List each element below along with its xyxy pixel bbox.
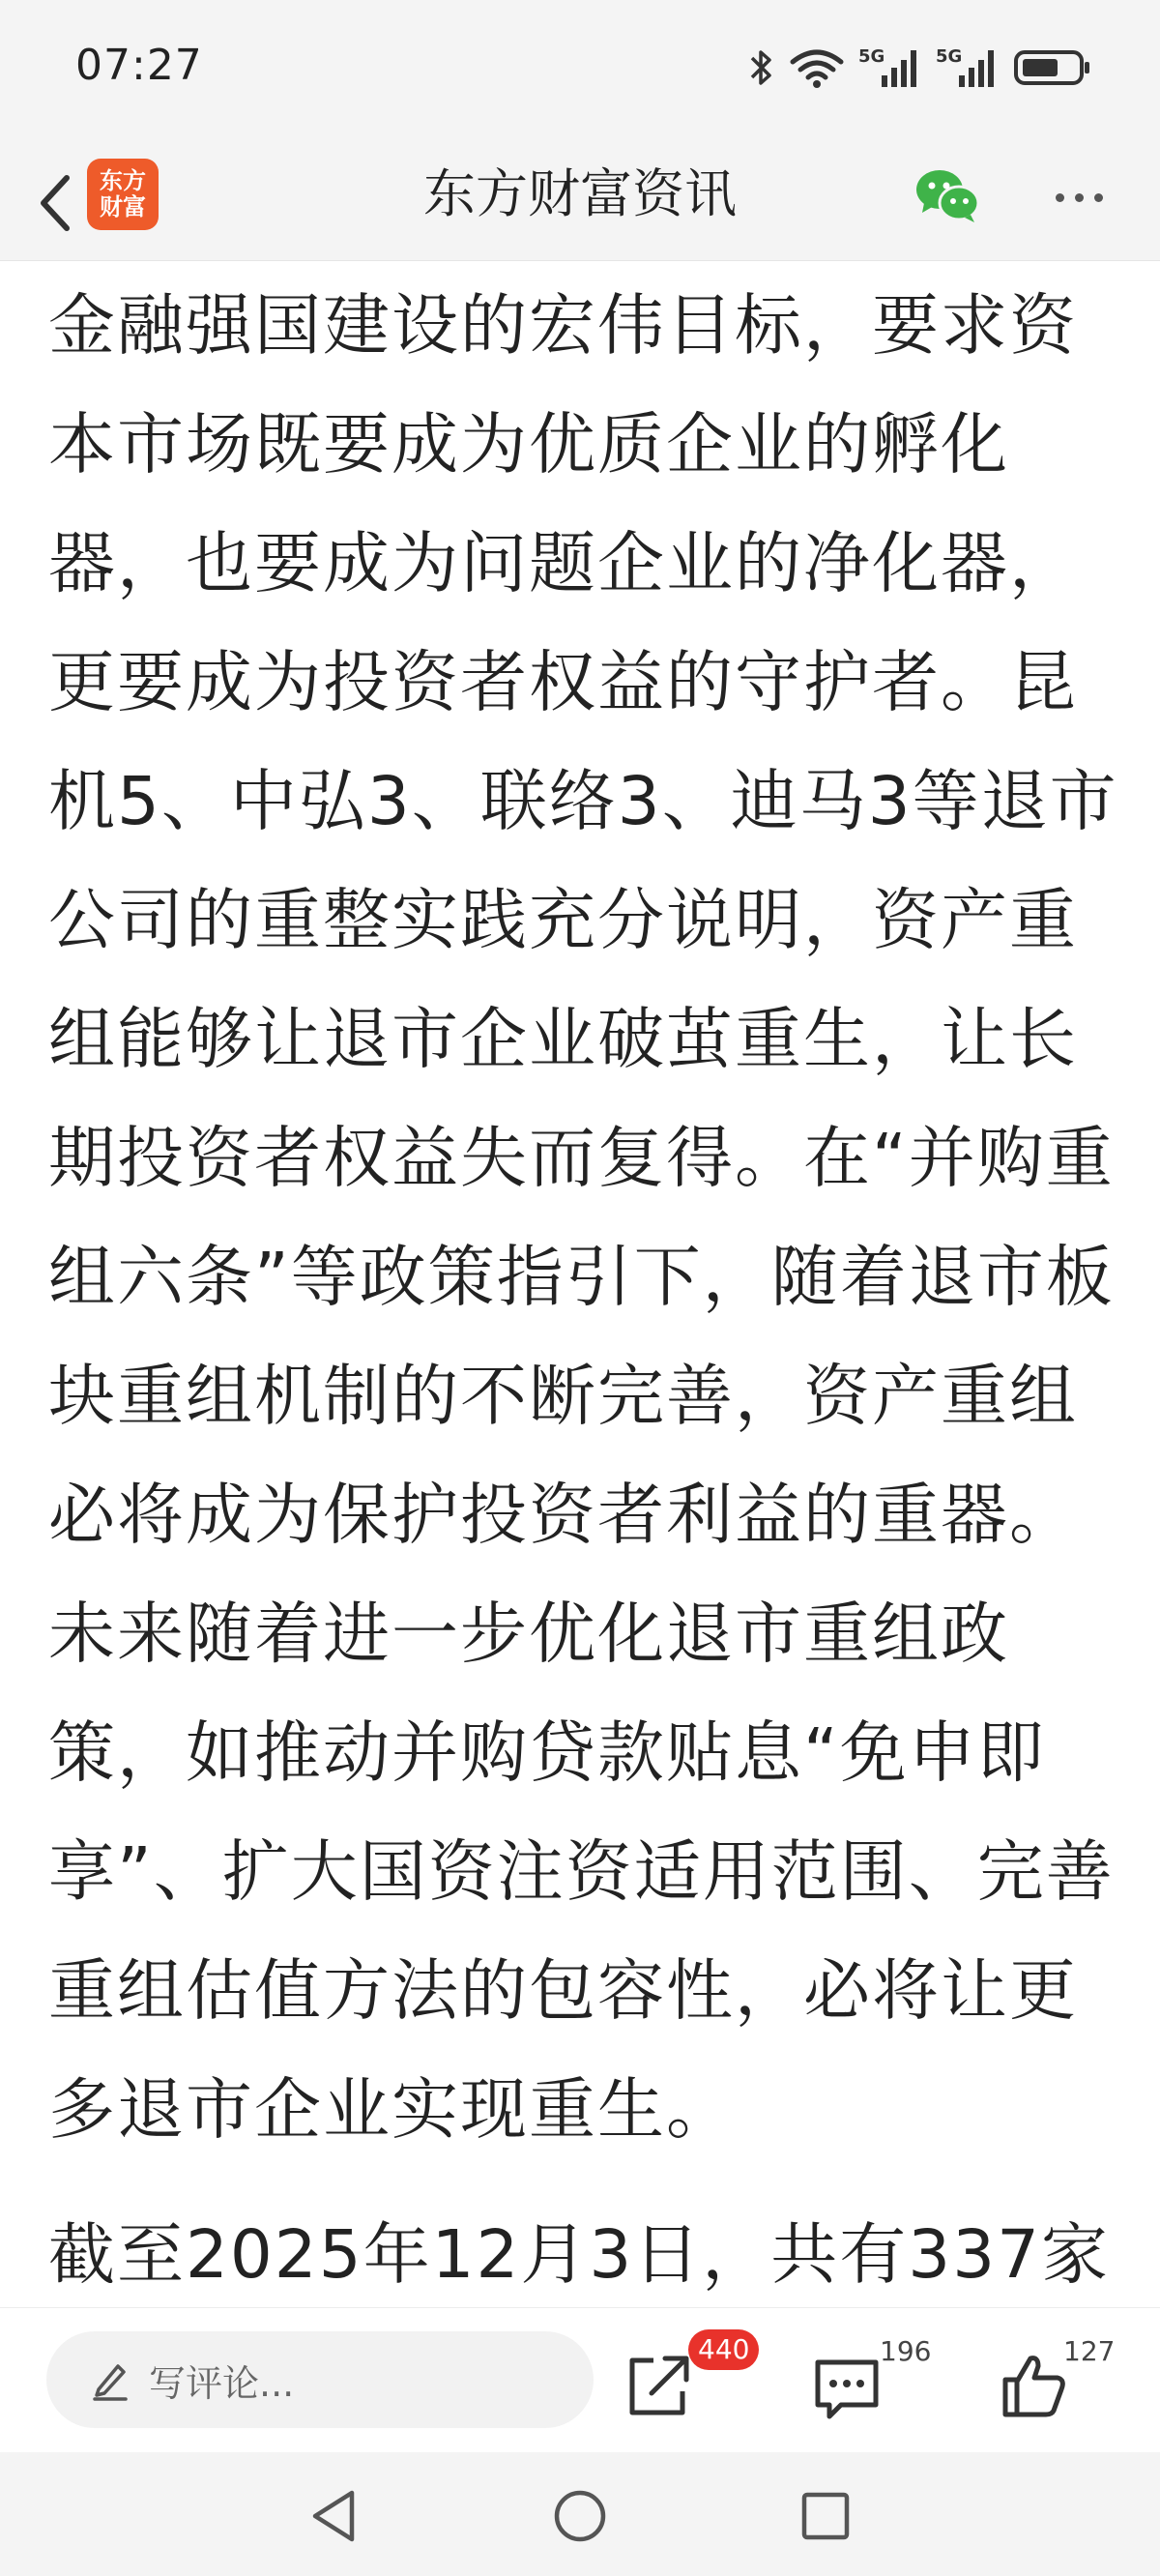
nav-back-button[interactable]: [304, 2485, 365, 2547]
page-title-wrap: [0, 162, 1160, 226]
system-nav-bar: [0, 2452, 1160, 2576]
status-icons: [746, 43, 1092, 93]
bluetooth-icon: [746, 46, 775, 89]
nav-recents-button[interactable]: [795, 2485, 856, 2547]
comment-bubble-icon: [808, 2347, 885, 2424]
action-bar: [0, 2307, 1160, 2452]
signal-label: 5G: [936, 46, 963, 67]
wechat-icon: [913, 161, 982, 230]
recents-square-icon: [798, 2489, 853, 2543]
thumbs-up-icon: [996, 2347, 1073, 2424]
comment-placeholder: 写评论...: [149, 2361, 295, 2405]
signal-5g-icon: [936, 44, 1000, 91]
article-paragraph: 金融强国建设的宏伟目标，要求资本市场既要成为优质企业的孵化器，也要成为问题企业的净化器，更要成为投资者权益的守护者。昆机5、中弘3、联络3、迪马3等退市公司的重整实践充分说明，资产重组能够让退市企业破茧重生，让长期投资者权益失而复得。在“并购重组六条”等政策指引下，随着退市板块重组机制的不断完善，资产重组必将成为保护投资者利益的重器。未来随着进一步优化退市重组政策，如推动并购贷款贴息“免申即享”、扩大国资注资适用范围、完善重组估值方法的包容性，必将让更多退市企业实现重生。: [48, 287, 1118, 2149]
share-count-badge: 440: [688, 2329, 759, 2370]
article-body[interactable]: [0, 262, 1160, 2307]
logo-text-line1: 东方: [100, 167, 146, 194]
app-logo[interactable]: [87, 159, 159, 230]
more-dot-icon: [1075, 193, 1084, 202]
article-paragraph: 截至2025年12月3日，共有337家: [48, 2216, 1110, 2294]
share-icon: [619, 2347, 696, 2424]
nav-home-button[interactable]: [549, 2485, 611, 2547]
pencil-icon: [91, 2358, 130, 2401]
back-triangle-icon: [307, 2487, 362, 2545]
signal-label: 5G: [858, 46, 885, 67]
more-dot-icon: [1094, 193, 1103, 202]
wechat-share-button[interactable]: [913, 161, 982, 230]
home-circle-icon: [551, 2487, 609, 2545]
logo-text-line2: 财富: [100, 193, 146, 220]
battery-icon: [1013, 46, 1092, 89]
status-time: 07:27: [75, 41, 203, 90]
signal-5g-icon: [858, 44, 922, 91]
page-title: 东方财富资讯: [423, 163, 737, 224]
status-bar: [0, 0, 1160, 145]
like-count: 127: [1063, 2335, 1116, 2367]
more-dot-icon: [1056, 193, 1064, 202]
chevron-left-icon: [36, 172, 74, 234]
app-header: [0, 145, 1160, 261]
comment-input[interactable]: [46, 2331, 594, 2428]
comment-count: 196: [880, 2335, 932, 2367]
back-button[interactable]: [21, 164, 89, 242]
wifi-icon: [789, 46, 845, 89]
more-options-button[interactable]: [1044, 168, 1114, 226]
